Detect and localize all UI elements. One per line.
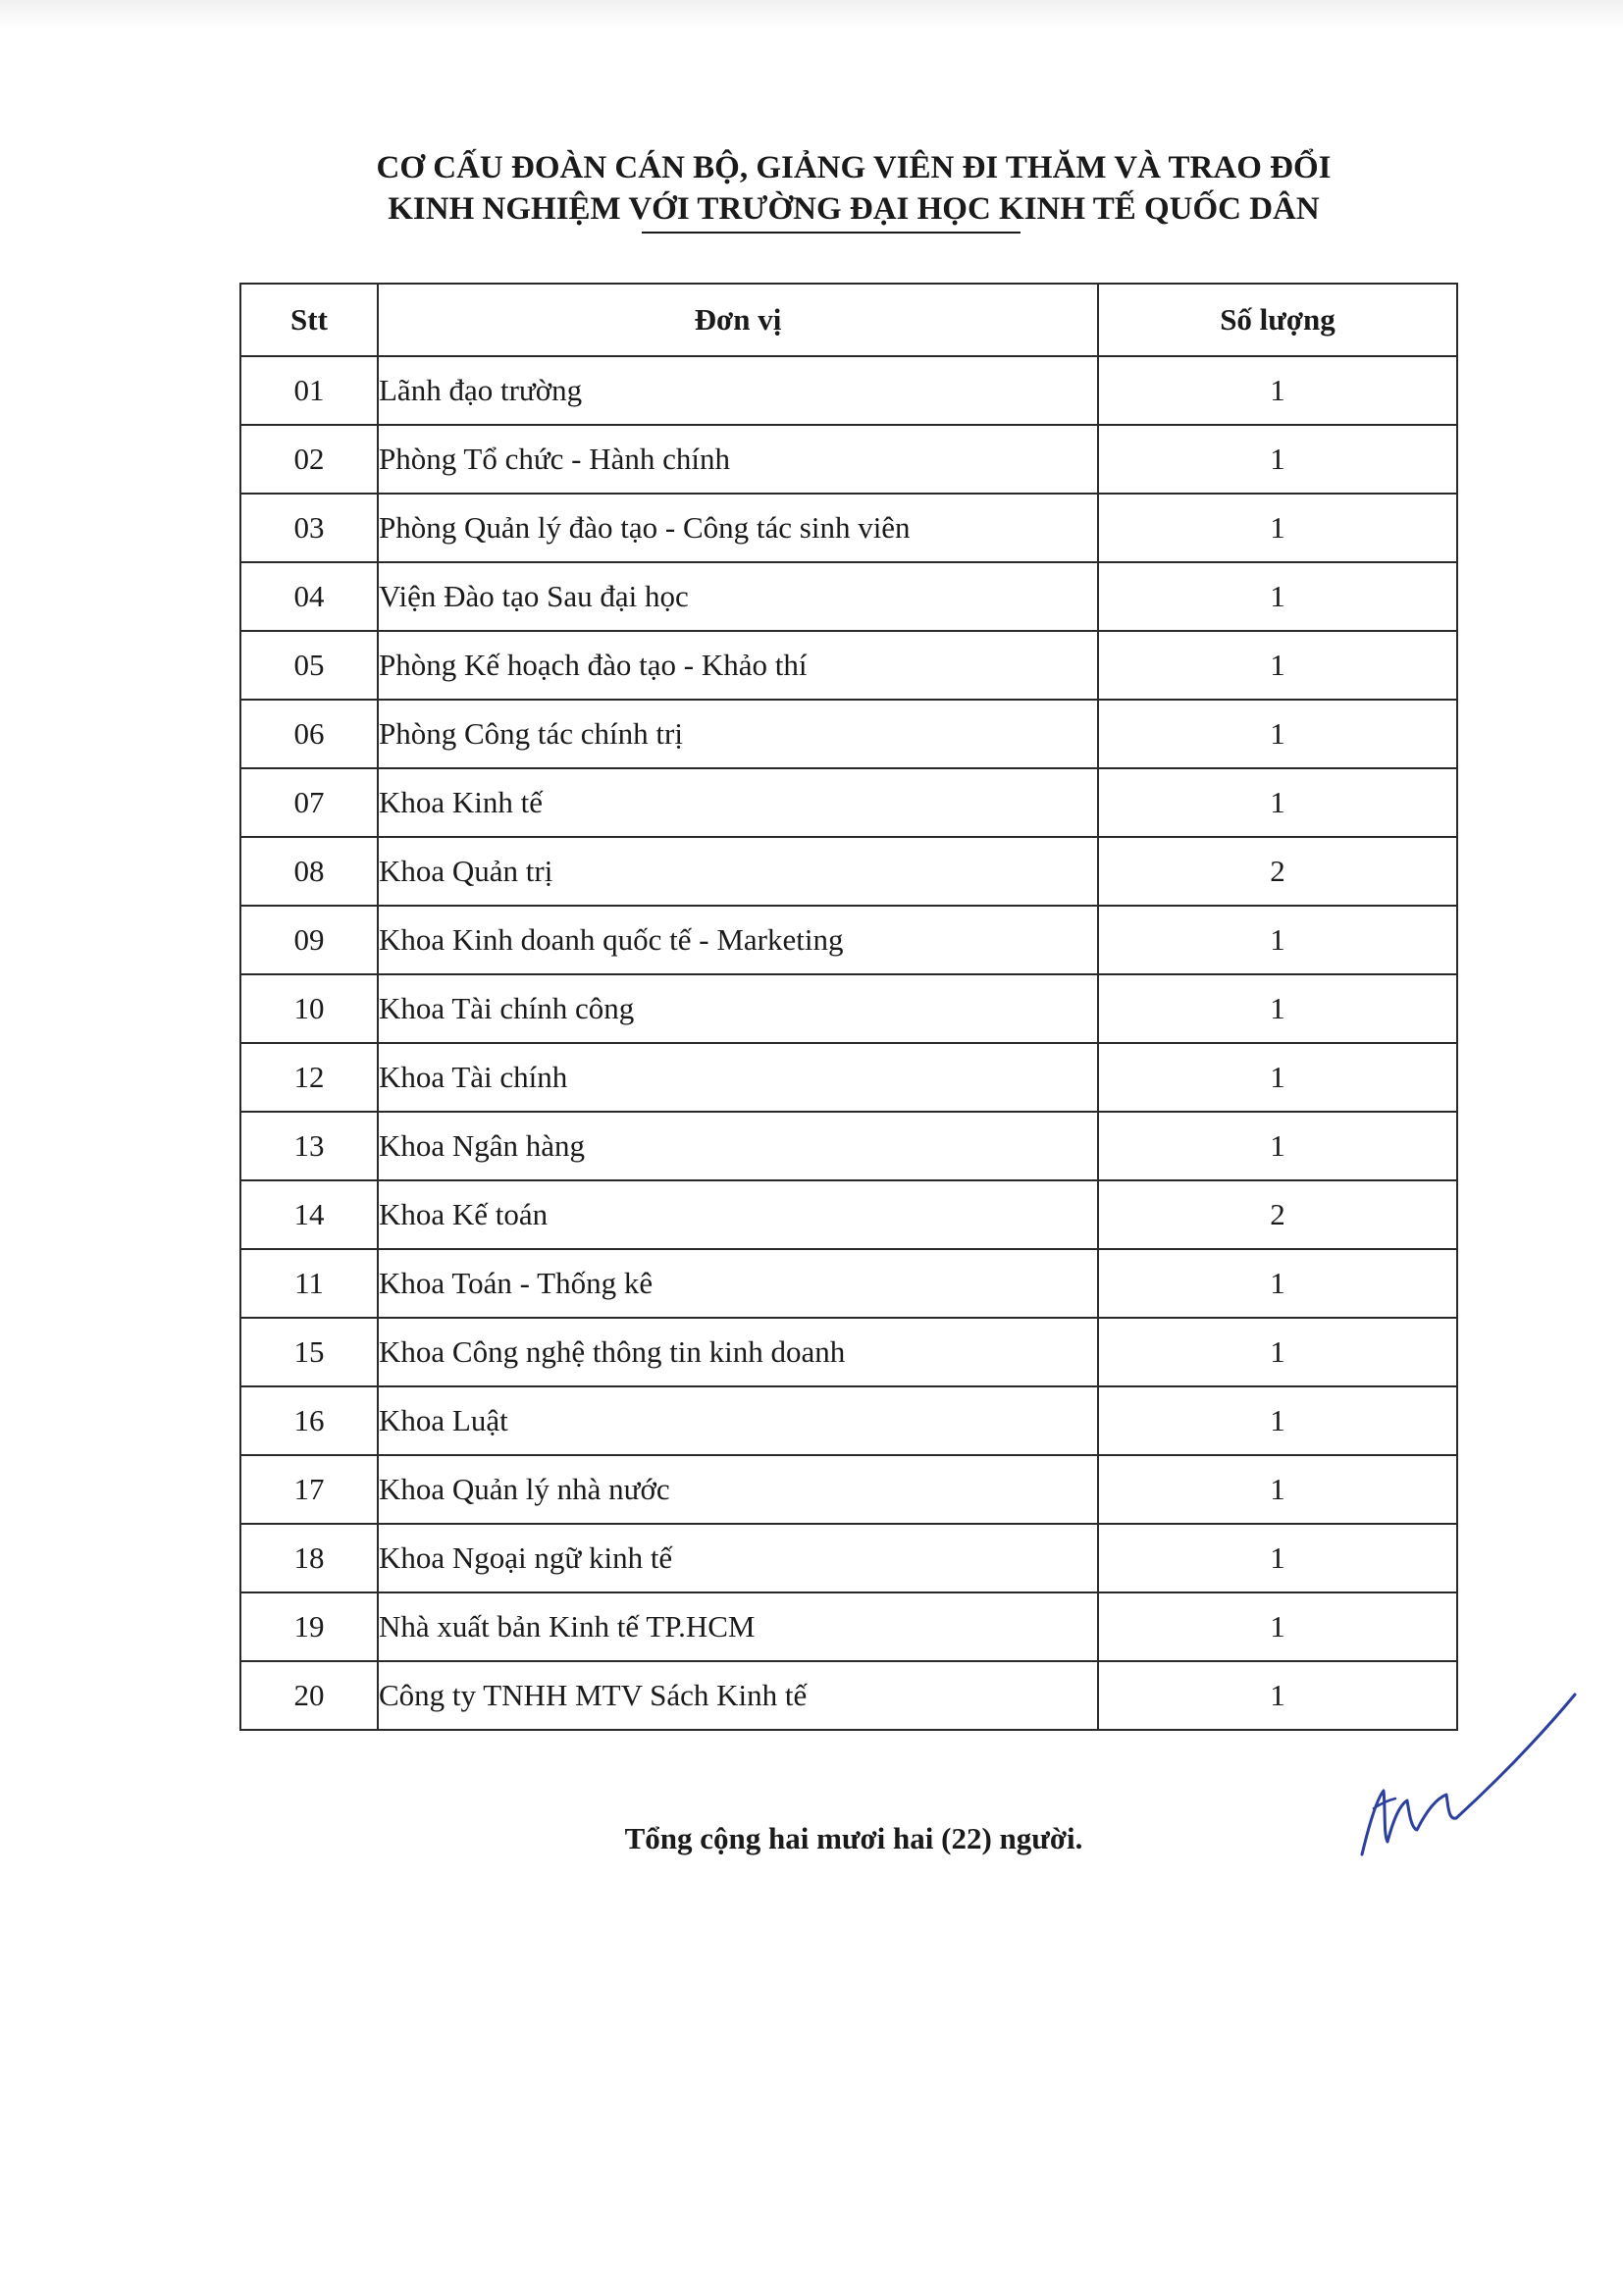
row-unit: Khoa Công nghệ thông tin kinh doanh <box>378 1318 1098 1386</box>
table-row <box>240 906 1457 974</box>
header-unit: Đơn vị <box>378 284 1098 356</box>
row-stt: 09 <box>240 906 378 974</box>
row-unit: Viện Đào tạo Sau đại học <box>378 562 1098 631</box>
units-table <box>239 283 1458 1731</box>
row-qty: 1 <box>1098 562 1457 631</box>
row-unit: Phòng Tổ chức - Hành chính <box>378 425 1098 494</box>
header-qty: Số lượng <box>1098 284 1457 356</box>
row-qty: 1 <box>1098 356 1457 425</box>
row-stt: 08 <box>240 837 378 906</box>
row-qty: 2 <box>1098 1180 1457 1249</box>
row-qty: 1 <box>1098 906 1457 974</box>
table-row <box>240 1455 1457 1524</box>
row-qty: 1 <box>1098 1661 1457 1730</box>
title-line-2: KINH NGHIỆM VỚI TRƯỜNG ĐẠI HỌC KINH TẾ QUỐC DÂN <box>388 191 1320 227</box>
table-row <box>240 974 1457 1043</box>
scan-edge <box>0 0 1623 29</box>
row-stt: 07 <box>240 768 378 837</box>
row-unit: Phòng Công tác chính trị <box>378 700 1098 768</box>
table-row <box>240 494 1457 562</box>
row-stt: 03 <box>240 494 378 562</box>
table-header-row <box>240 284 1457 356</box>
table-row <box>240 1112 1457 1180</box>
row-qty: 1 <box>1098 1386 1457 1455</box>
row-qty: 1 <box>1098 700 1457 768</box>
row-unit: Khoa Quản lý nhà nước <box>378 1455 1098 1524</box>
row-qty: 1 <box>1098 1455 1457 1524</box>
table-row <box>240 768 1457 837</box>
table-row <box>240 1043 1457 1112</box>
total-line: Tổng cộng hai mươi hai (22) người. <box>624 1821 1083 1855</box>
table-row <box>240 837 1457 906</box>
row-qty: 1 <box>1098 1592 1457 1661</box>
table-row <box>240 562 1457 631</box>
row-unit: Công ty TNHH MTV Sách Kinh tế <box>378 1661 1098 1730</box>
row-unit: Khoa Toán - Thống kê <box>378 1249 1098 1318</box>
table-row <box>240 1180 1457 1249</box>
table-row <box>240 1661 1457 1730</box>
row-unit: Khoa Ngân hàng <box>378 1112 1098 1180</box>
row-stt: 02 <box>240 425 378 494</box>
row-stt: 05 <box>240 631 378 700</box>
row-qty: 2 <box>1098 837 1457 906</box>
table-row <box>240 1249 1457 1318</box>
row-stt: 19 <box>240 1592 378 1661</box>
row-qty: 1 <box>1098 1249 1457 1318</box>
row-qty: 1 <box>1098 1524 1457 1592</box>
row-stt: 16 <box>240 1386 378 1455</box>
header-stt: Stt <box>240 284 378 356</box>
row-stt: 17 <box>240 1455 378 1524</box>
table-row <box>240 356 1457 425</box>
row-unit: Khoa Kinh tế <box>378 768 1098 837</box>
row-unit: Khoa Luật <box>378 1386 1098 1455</box>
row-unit: Khoa Quản trị <box>378 837 1098 906</box>
title-line-1: CƠ CẤU ĐOÀN CÁN BỘ, GIẢNG VIÊN ĐI THĂM VÀ TRAO ĐỔI <box>376 150 1332 185</box>
row-stt: 14 <box>240 1180 378 1249</box>
row-stt: 12 <box>240 1043 378 1112</box>
row-stt: 15 <box>240 1318 378 1386</box>
row-qty: 1 <box>1098 494 1457 562</box>
row-stt: 11 <box>240 1249 378 1318</box>
document-title <box>0 147 1623 230</box>
table-row <box>240 1318 1457 1386</box>
row-unit: Khoa Ngoại ngữ kinh tế <box>378 1524 1098 1592</box>
row-qty: 1 <box>1098 768 1457 837</box>
table-row <box>240 425 1457 494</box>
row-qty: 1 <box>1098 1043 1457 1112</box>
table-row <box>240 700 1457 768</box>
signature-mark <box>1354 1683 1580 1869</box>
row-unit: Nhà xuất bản Kinh tế TP.HCM <box>378 1592 1098 1661</box>
row-stt: 20 <box>240 1661 378 1730</box>
table-row <box>240 1386 1457 1455</box>
row-stt: 06 <box>240 700 378 768</box>
row-unit: Khoa Kinh doanh quốc tế - Marketing <box>378 906 1098 974</box>
row-unit: Phòng Quản lý đào tạo - Công tác sinh viên <box>378 494 1098 562</box>
table-row <box>240 631 1457 700</box>
table-row <box>240 1524 1457 1592</box>
row-unit: Khoa Tài chính công <box>378 974 1098 1043</box>
row-unit: Lãnh đạo trường <box>378 356 1098 425</box>
row-qty: 1 <box>1098 974 1457 1043</box>
row-qty: 1 <box>1098 1112 1457 1180</box>
row-unit: Khoa Kế toán <box>378 1180 1098 1249</box>
row-stt: 01 <box>240 356 378 425</box>
row-stt: 13 <box>240 1112 378 1180</box>
row-qty: 1 <box>1098 631 1457 700</box>
row-stt: 04 <box>240 562 378 631</box>
title-underline <box>642 232 1021 234</box>
row-qty: 1 <box>1098 1318 1457 1386</box>
row-stt: 10 <box>240 974 378 1043</box>
row-qty: 1 <box>1098 425 1457 494</box>
table-row <box>240 1592 1457 1661</box>
row-unit: Phòng Kế hoạch đào tạo - Khảo thí <box>378 631 1098 700</box>
row-unit: Khoa Tài chính <box>378 1043 1098 1112</box>
row-stt: 18 <box>240 1524 378 1592</box>
